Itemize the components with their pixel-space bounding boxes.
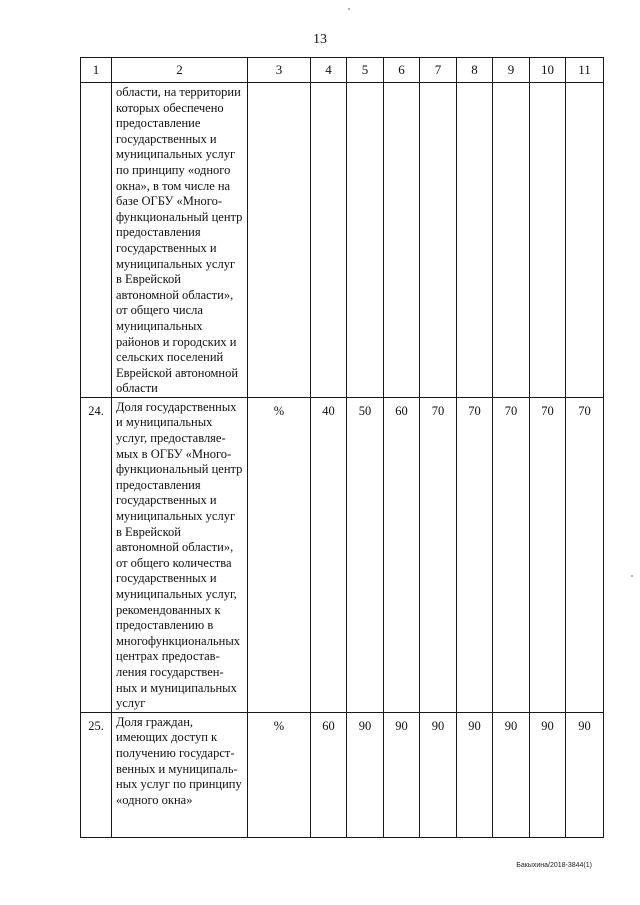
header-cell: 2 xyxy=(112,58,248,83)
scan-speck xyxy=(631,575,633,577)
table-row xyxy=(81,83,604,398)
value-cell: 70 xyxy=(530,397,566,712)
indicators-table xyxy=(80,57,604,838)
table-header-row xyxy=(81,58,604,83)
value-cell: 90 xyxy=(566,712,604,837)
value-cell: 70 xyxy=(493,397,530,712)
value-cell: 90 xyxy=(384,712,420,837)
header-cell: 7 xyxy=(420,58,457,83)
header-cell: 11 xyxy=(566,58,604,83)
indicator-name: Доля государственных и муниципальных услуг, предоставляе-мых в ОГБУ «Много-функциональный центр предоставления государственных и муниципальных услуг в Еврейской автономной области», от общего количества государственных и муниципальных услуг, рекомендованных к предоставлению в многофункциональных центрах предостав-ления государствен-ных и муниципальных услуг xyxy=(112,397,248,712)
value-cell xyxy=(311,83,347,398)
value-cell xyxy=(566,83,604,398)
value-cell: 70 xyxy=(457,397,493,712)
value-cell: 90 xyxy=(530,712,566,837)
value-cell: 50 xyxy=(347,397,384,712)
header-cell: 10 xyxy=(530,58,566,83)
value-cell: 60 xyxy=(311,712,347,837)
document-code: Бакыхина/2018-3844(1) xyxy=(516,862,592,869)
scan-speck xyxy=(348,8,350,10)
unit-cell: % xyxy=(248,397,311,712)
value-cell: 90 xyxy=(347,712,384,837)
page-number: 13 xyxy=(313,32,327,47)
unit-cell: % xyxy=(248,712,311,837)
indicator-name: области, на территории которых обеспечено предоставление государственных и муниципальных услуг по принципу «одного окна», в том числе на базе ОГБУ «Много-функциональный центр предоставления государственных и муниципальных услуг в Еврейской автономной области», от общего числа муниципальных районов и городских и сельских поселений Еврейской автономной области xyxy=(112,83,248,398)
value-cell: 90 xyxy=(457,712,493,837)
value-cell: 90 xyxy=(493,712,530,837)
value-cell xyxy=(530,83,566,398)
indicator-name: Доля граждан, имеющих доступ к получению государст-венных и муниципаль-ных услуг по принципу «одного окна» xyxy=(112,712,248,837)
value-cell xyxy=(420,83,457,398)
value-cell: 60 xyxy=(384,397,420,712)
value-cell: 90 xyxy=(420,712,457,837)
row-number xyxy=(81,83,112,398)
value-cell xyxy=(384,83,420,398)
header-cell: 1 xyxy=(81,58,112,83)
header-cell: 6 xyxy=(384,58,420,83)
table-row xyxy=(81,712,604,837)
header-cell: 4 xyxy=(311,58,347,83)
table-row xyxy=(81,397,604,712)
unit-cell xyxy=(248,83,311,398)
value-cell: 70 xyxy=(566,397,604,712)
value-cell xyxy=(347,83,384,398)
value-cell xyxy=(457,83,493,398)
row-number: 25. xyxy=(81,712,112,837)
header-cell: 9 xyxy=(493,58,530,83)
value-cell: 70 xyxy=(420,397,457,712)
value-cell: 40 xyxy=(311,397,347,712)
header-cell: 3 xyxy=(248,58,311,83)
header-cell: 8 xyxy=(457,58,493,83)
value-cell xyxy=(493,83,530,398)
header-cell: 5 xyxy=(347,58,384,83)
row-number: 24. xyxy=(81,397,112,712)
